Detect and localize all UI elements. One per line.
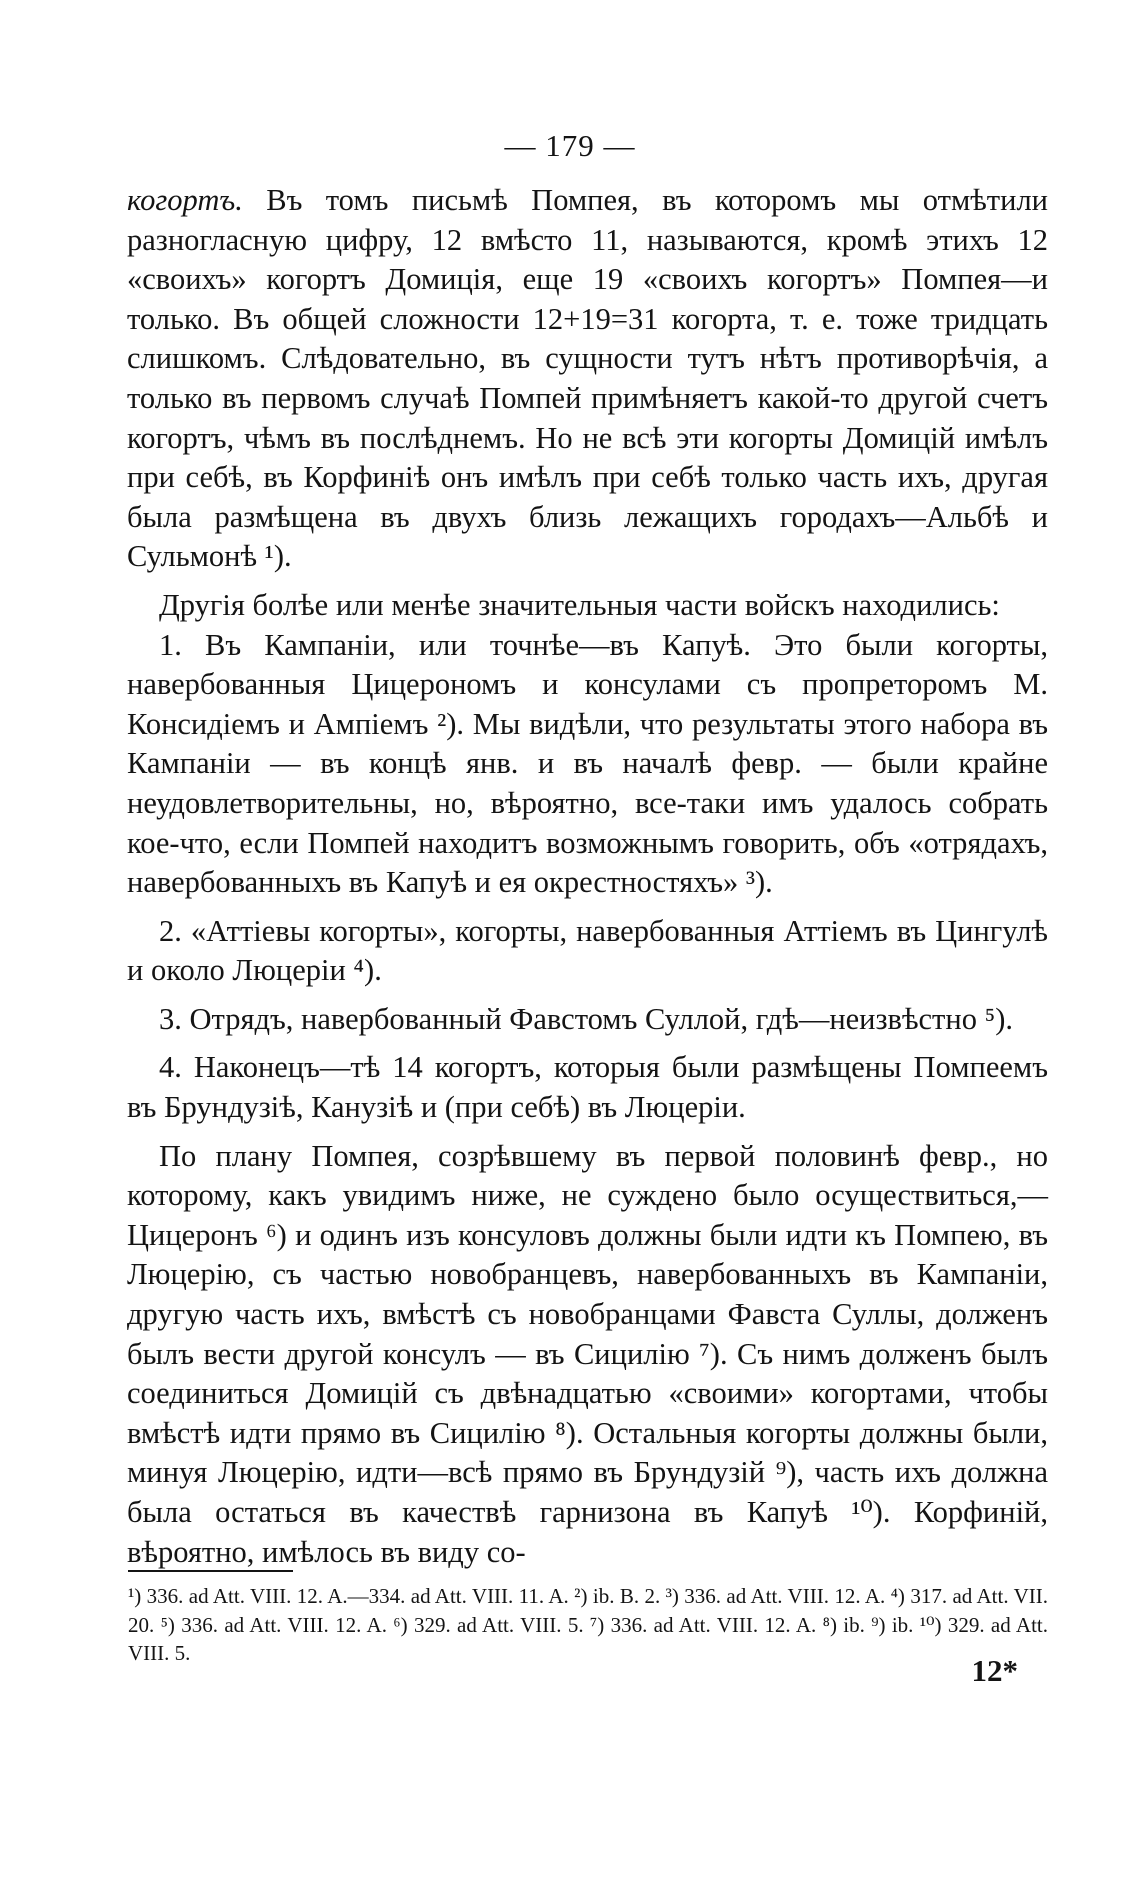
list-item-4: 4. Наконецъ—тѣ 14 когортъ, которыя были размѣщены Помпеемъ въ Брундузіѣ, Канузіѣ и (при себѣ) въ Люцеріи. (127, 1050, 1048, 1125)
list-item-1: 1. Въ Кампаніи, или точнѣе—въ Капуѣ. Это были когорты, навербованныя Цицерономъ и консулами съ пропреторомъ М. Консидіемъ и Ампіемъ ²). Мы видѣли, что результаты этого набора въ Кампаніи — въ концѣ янв. и въ началѣ февр. — были крайне неудовлетворительны, но, вѣроятно, все-таки имъ удалось собрать кое-что, если Помпей находитъ возможнымъ говорить, объ «отрядахъ, навербованныхъ въ Капуѣ и ея окрестностяхъ» ³). (127, 627, 1048, 900)
signature-mark: 12* (971, 1653, 1018, 1688)
footnotes: ¹) 336. ad Att. VIII. 12. A.—334. ad Att. VIII. 11. A. ²) ib. B. 2. ³) 336. ad Att. VIII. 12. A. ⁴) 317. ad Att. VII. 20. ⁵) 336. ad Att. VIII. 12. A. ⁶) 329. ad Att. VIII. 5. ⁷) 336. ad Att. VIII. 12. A. ⁸) ib. ⁹) ib. ¹⁰) 329. ad Att. VIII. 5. (128, 1584, 1048, 1665)
list-item-2: 2. «Аттіевы когорты», когорты, навербованныя Аттіемъ въ Цингулѣ и около Люцеріи ⁴). (127, 913, 1048, 988)
list-item-3: 3. Отрядъ, навербованный Фавстомъ Суллой, гдѣ—неизвѣстно ⁵). (159, 1001, 1013, 1036)
main-text (127, 181, 1048, 1572)
paragraph-1-lead: когортъ. (127, 183, 243, 217)
page-number: — 179 — (504, 128, 636, 163)
paragraph-1 (127, 181, 1048, 577)
paragraph-2: Другія болѣе или менѣе значительныя части войскъ находились: (159, 587, 1000, 622)
paragraph-3: По плану Помпея, созрѣвшему въ первой половинѣ февр., но которому, какъ увидимъ ниже, не суждено было осуществиться,— Цицеронъ ⁶) и одинъ изъ консуловъ должны были идти къ Помпею, въ Люцерію, съ частью новобранцевъ, навербованныхъ въ Кампаніи, другую часть ихъ, вмѣстѣ съ новобранцами Фавста Суллы, долженъ былъ вести другой консулъ — въ Сицилію ⁷). Съ нимъ долженъ былъ соединиться Домицій съ двѣнадцатью «своими» когортами, чтобы вмѣстѣ идти прямо въ Сицилію ⁸). Остальныя когорты должны были, минуя Люцерію, идти—всѣ прямо въ Брундузій ⁹), часть ихъ должна была остаться въ качествѣ гарнизона въ Капуѣ ¹⁰). Корфиній, вѣроятно, имѣлось въ виду со- (127, 1138, 1048, 1569)
footnote-divider (128, 1570, 293, 1572)
paragraph-1-text: Въ томъ письмѣ Помпея, въ которомъ мы отмѣтили разногласную цифру, 12 вмѣсто 11, называются, кромѣ этихъ 12 «своихъ» когортъ Домиція, еще 19 «своихъ когортъ» Помпея—и только. Въ общей сложности 12+19=31 когорта, т. е. тоже тридцать слишкомъ. Слѣдовательно, въ сущности тутъ нѣтъ противорѣчія, а только въ первомъ случаѣ Помпей примѣняетъ какой-то другой счетъ когортъ, чѣмъ въ послѣднемъ. Но не всѣ эти когорты Домицій имѣлъ при себѣ, въ Корфиніѣ онъ имѣлъ при себѣ только часть ихъ, другая была размѣщена въ двухъ близь лежащихъ городахъ—Альбѣ и Сульмонѣ ¹). (127, 183, 1048, 574)
